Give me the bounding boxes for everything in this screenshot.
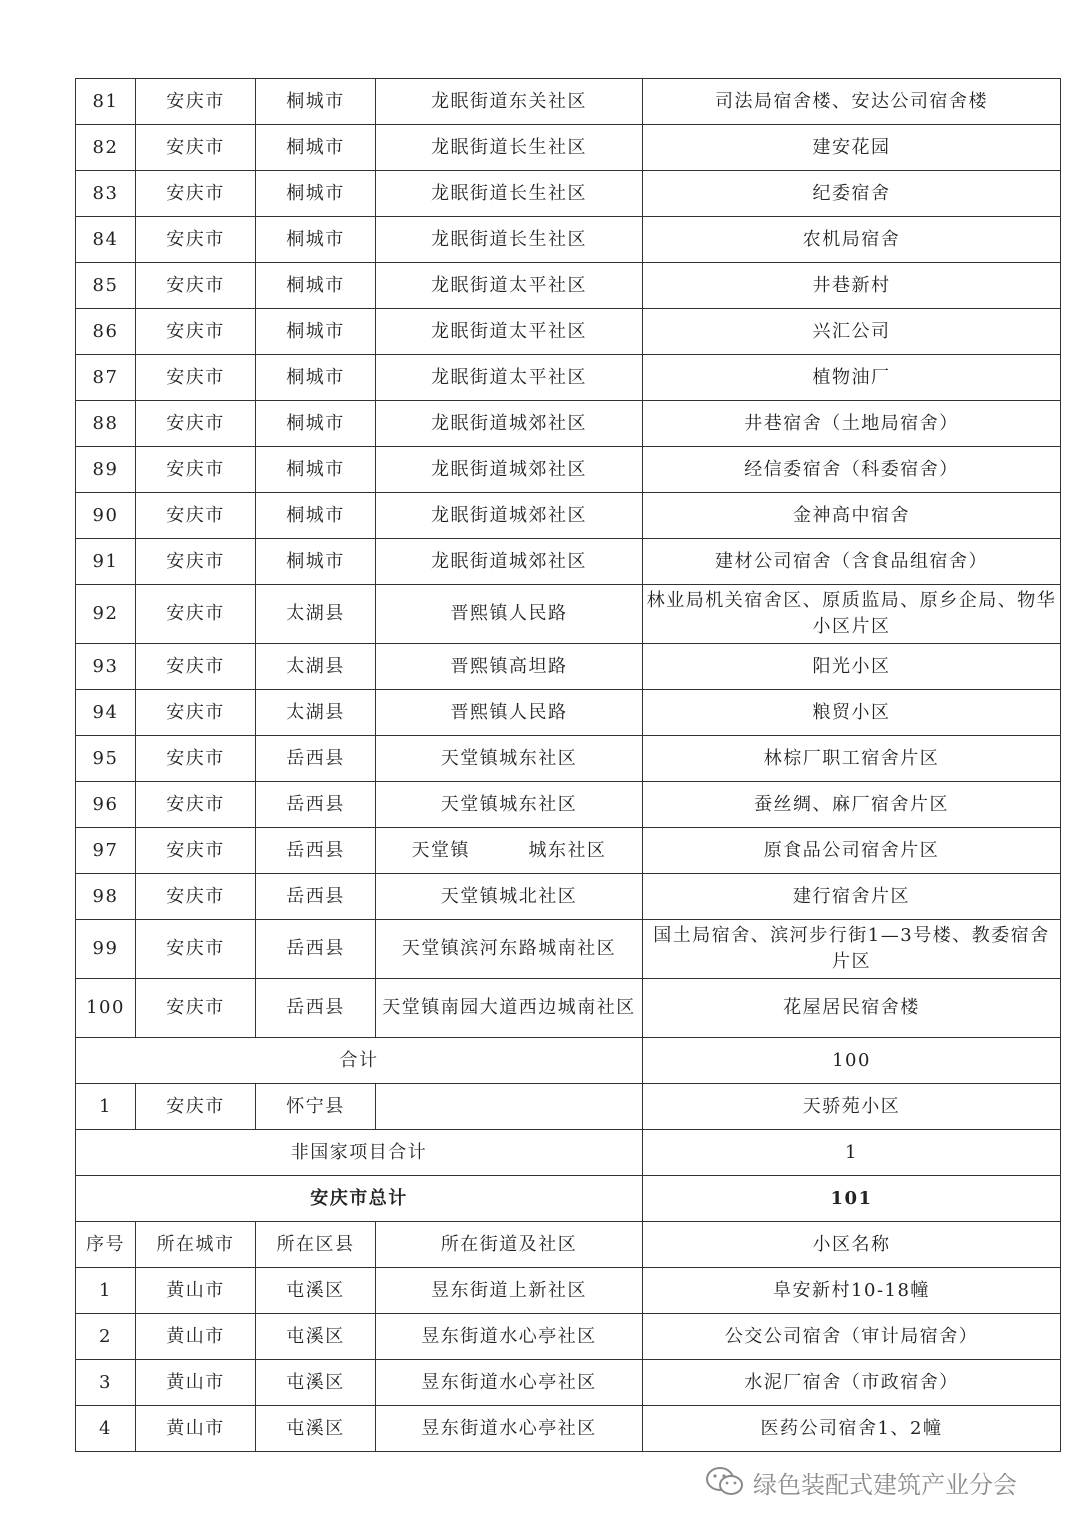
table-row [76, 401, 1061, 447]
table-row [76, 355, 1061, 401]
table-row [76, 920, 1061, 979]
cell-city: 安庆市 [136, 736, 256, 782]
cell-county: 桐城市 [256, 171, 376, 217]
table-row [76, 736, 1061, 782]
cell-street: 龙眠街道城郊社区 [376, 539, 643, 585]
cell-street: 晋熙镇人民路 [376, 585, 643, 644]
cell-name: 花屋居民宿舍楼 [643, 979, 1061, 1038]
table-row [76, 217, 1061, 263]
cell-city: 安庆市 [136, 920, 256, 979]
total-value: 100 [643, 1038, 1061, 1084]
cell-name: 建行宿舍片区 [643, 874, 1061, 920]
total-label: 安庆市总计 [76, 1176, 643, 1222]
cell-name: 天骄苑小区 [643, 1084, 1061, 1130]
cell-name: 阜安新村10-18幢 [643, 1268, 1061, 1314]
cell-county: 桐城市 [256, 79, 376, 125]
cell-street: 龙眠街道太平社区 [376, 355, 643, 401]
cell-city: 安庆市 [136, 493, 256, 539]
table-row [76, 263, 1061, 309]
cell-no: 97 [76, 828, 136, 874]
cell-no: 3 [76, 1360, 136, 1406]
cell-no: 85 [76, 263, 136, 309]
cell-street: 龙眠街道长生社区 [376, 171, 643, 217]
cell-name: 原食品公司宿舍片区 [643, 828, 1061, 874]
cell-no: 82 [76, 125, 136, 171]
cell-street: 龙眠街道城郊社区 [376, 401, 643, 447]
cell-city: 安庆市 [136, 644, 256, 690]
table-row [76, 79, 1061, 125]
cell-no: 94 [76, 690, 136, 736]
cell-name: 水泥厂宿舍（市政宿舍） [643, 1360, 1061, 1406]
cell-no: 98 [76, 874, 136, 920]
cell-no: 89 [76, 447, 136, 493]
cell-county: 屯溪区 [256, 1360, 376, 1406]
header-county: 所在区县 [256, 1222, 376, 1268]
cell-county: 太湖县 [256, 585, 376, 644]
cell-street: 天堂镇城东社区 [376, 736, 643, 782]
table-body [76, 79, 1061, 1452]
cell-street: 天堂镇城东社区 [376, 782, 643, 828]
table-row [76, 585, 1061, 644]
cell-city: 安庆市 [136, 217, 256, 263]
cell-no: 87 [76, 355, 136, 401]
cell-name: 公交公司宿舍（审计局宿舍） [643, 1314, 1061, 1360]
cell-county: 怀宁县 [256, 1084, 376, 1130]
table-row [76, 690, 1061, 736]
header-street: 所在街道及社区 [376, 1222, 643, 1268]
cell-name: 经信委宿舍（科委宿舍） [643, 447, 1061, 493]
cell-name: 农机局宿舍 [643, 217, 1061, 263]
cell-no: 1 [76, 1084, 136, 1130]
cell-name: 林业局机关宿舍区、原质监局、原乡企局、物华小区片区 [643, 585, 1061, 644]
cell-no: 4 [76, 1406, 136, 1452]
total-row [76, 1176, 1061, 1222]
cell-street: 昱东街道水心亭社区 [376, 1406, 643, 1452]
cell-name: 金神高中宿舍 [643, 493, 1061, 539]
cell-street: 龙眠街道太平社区 [376, 263, 643, 309]
cell-county: 屯溪区 [256, 1268, 376, 1314]
cell-city: 安庆市 [136, 585, 256, 644]
cell-no: 99 [76, 920, 136, 979]
cell-county: 桐城市 [256, 539, 376, 585]
cell-no: 88 [76, 401, 136, 447]
cell-no: 83 [76, 171, 136, 217]
cell-city: 安庆市 [136, 539, 256, 585]
total-value: 101 [643, 1176, 1061, 1222]
total-label: 非国家项目合计 [76, 1130, 643, 1176]
cell-city: 安庆市 [136, 79, 256, 125]
cell-county: 屯溪区 [256, 1406, 376, 1452]
cell-county: 桐城市 [256, 309, 376, 355]
cell-county: 桐城市 [256, 125, 376, 171]
cell-street: 龙眠街道长生社区 [376, 125, 643, 171]
cell-county: 太湖县 [256, 644, 376, 690]
cell-street: 晋熙镇高坦路 [376, 644, 643, 690]
cell-city: 黄山市 [136, 1360, 256, 1406]
cell-city: 安庆市 [136, 979, 256, 1038]
cell-name: 林棕厂职工宿舍片区 [643, 736, 1061, 782]
cell-name: 粮贸小区 [643, 690, 1061, 736]
total-row [76, 1130, 1061, 1176]
cell-city: 安庆市 [136, 171, 256, 217]
cell-name: 兴汇公司 [643, 309, 1061, 355]
cell-county: 桐城市 [256, 217, 376, 263]
cell-no: 90 [76, 493, 136, 539]
cell-city: 安庆市 [136, 401, 256, 447]
cell-name: 纪委宿舍 [643, 171, 1061, 217]
table-row [76, 979, 1061, 1038]
cell-street: 昱东街道水心亭社区 [376, 1314, 643, 1360]
cell-city: 黄山市 [136, 1314, 256, 1360]
cell-city: 安庆市 [136, 874, 256, 920]
total-row [76, 1038, 1061, 1084]
table-row [76, 1084, 1061, 1130]
cell-street: 天堂镇滨河东路城南社区 [376, 920, 643, 979]
cell-street: 昱东街道水心亭社区 [376, 1360, 643, 1406]
cell-city: 安庆市 [136, 355, 256, 401]
cell-county: 桐城市 [256, 263, 376, 309]
cell-county: 岳西县 [256, 874, 376, 920]
table-row [76, 539, 1061, 585]
cell-no: 95 [76, 736, 136, 782]
cell-city: 安庆市 [136, 263, 256, 309]
header-no: 序号 [76, 1222, 136, 1268]
cell-street: 龙眠街道城郊社区 [376, 493, 643, 539]
community-table [75, 78, 1061, 1452]
cell-city: 安庆市 [136, 690, 256, 736]
cell-city: 黄山市 [136, 1268, 256, 1314]
cell-county: 桐城市 [256, 401, 376, 447]
cell-no: 1 [76, 1268, 136, 1314]
cell-name: 建安花园 [643, 125, 1061, 171]
table-row [76, 874, 1061, 920]
cell-county: 岳西县 [256, 979, 376, 1038]
cell-city: 安庆市 [136, 828, 256, 874]
cell-county: 岳西县 [256, 828, 376, 874]
cell-street: 晋熙镇人民路 [376, 690, 643, 736]
cell-street: 龙眠街道城郊社区 [376, 447, 643, 493]
table-row [76, 1314, 1061, 1360]
watermark [705, 1462, 1055, 1502]
table-row [76, 1406, 1061, 1452]
header-name: 小区名称 [643, 1222, 1061, 1268]
cell-street: 龙眠街道太平社区 [376, 309, 643, 355]
cell-name: 国土局宿舍、滨河步行街1—3号楼、教委宿舍片区 [643, 920, 1061, 979]
cell-street: 龙眠街道东关社区 [376, 79, 643, 125]
cell-no: 2 [76, 1314, 136, 1360]
table-row [76, 1360, 1061, 1406]
total-value: 1 [643, 1130, 1061, 1176]
wechat-icon [705, 1465, 745, 1499]
cell-city: 安庆市 [136, 125, 256, 171]
table-row [76, 644, 1061, 690]
table-row [76, 828, 1061, 874]
table-row [76, 782, 1061, 828]
cell-city: 安庆市 [136, 447, 256, 493]
cell-street: 天堂镇城北社区 [376, 874, 643, 920]
cell-city: 黄山市 [136, 1406, 256, 1452]
cell-city: 安庆市 [136, 309, 256, 355]
cell-street: 龙眠街道长生社区 [376, 217, 643, 263]
table-row [76, 125, 1061, 171]
table-row [76, 493, 1061, 539]
cell-county: 屯溪区 [256, 1314, 376, 1360]
cell-city: 安庆市 [136, 782, 256, 828]
cell-no: 84 [76, 217, 136, 263]
cell-city: 安庆市 [136, 1084, 256, 1130]
header-row [76, 1222, 1061, 1268]
cell-county: 桐城市 [256, 355, 376, 401]
cell-name: 司法局宿舍楼、安达公司宿舍楼 [643, 79, 1061, 125]
cell-name: 植物油厂 [643, 355, 1061, 401]
table-row [76, 1268, 1061, 1314]
cell-no: 86 [76, 309, 136, 355]
cell-no: 92 [76, 585, 136, 644]
table-row [76, 309, 1061, 355]
watermark-text: 绿色装配式建筑产业分会 [753, 1470, 1017, 1499]
cell-street: 天堂镇 城东社区 [376, 828, 643, 874]
table-row [76, 171, 1061, 217]
cell-street: 天堂镇南园大道西边城南社区 [376, 979, 643, 1038]
cell-street: 昱东街道上新社区 [376, 1268, 643, 1314]
cell-no: 96 [76, 782, 136, 828]
cell-county: 岳西县 [256, 736, 376, 782]
cell-no: 91 [76, 539, 136, 585]
cell-county: 桐城市 [256, 493, 376, 539]
cell-no: 100 [76, 979, 136, 1038]
cell-street [376, 1084, 643, 1130]
cell-name: 井巷宿舍（土地局宿舍） [643, 401, 1061, 447]
cell-name: 医药公司宿舍1、2幢 [643, 1406, 1061, 1452]
header-city: 所在城市 [136, 1222, 256, 1268]
cell-county: 岳西县 [256, 920, 376, 979]
table-row [76, 447, 1061, 493]
cell-name: 建材公司宿舍（含食品组宿舍） [643, 539, 1061, 585]
cell-name: 阳光小区 [643, 644, 1061, 690]
cell-county: 太湖县 [256, 690, 376, 736]
total-label: 合计 [76, 1038, 643, 1084]
cell-county: 桐城市 [256, 447, 376, 493]
cell-name: 蚕丝绸、麻厂宿舍片区 [643, 782, 1061, 828]
cell-no: 93 [76, 644, 136, 690]
cell-name: 井巷新村 [643, 263, 1061, 309]
cell-no: 81 [76, 79, 136, 125]
cell-county: 岳西县 [256, 782, 376, 828]
